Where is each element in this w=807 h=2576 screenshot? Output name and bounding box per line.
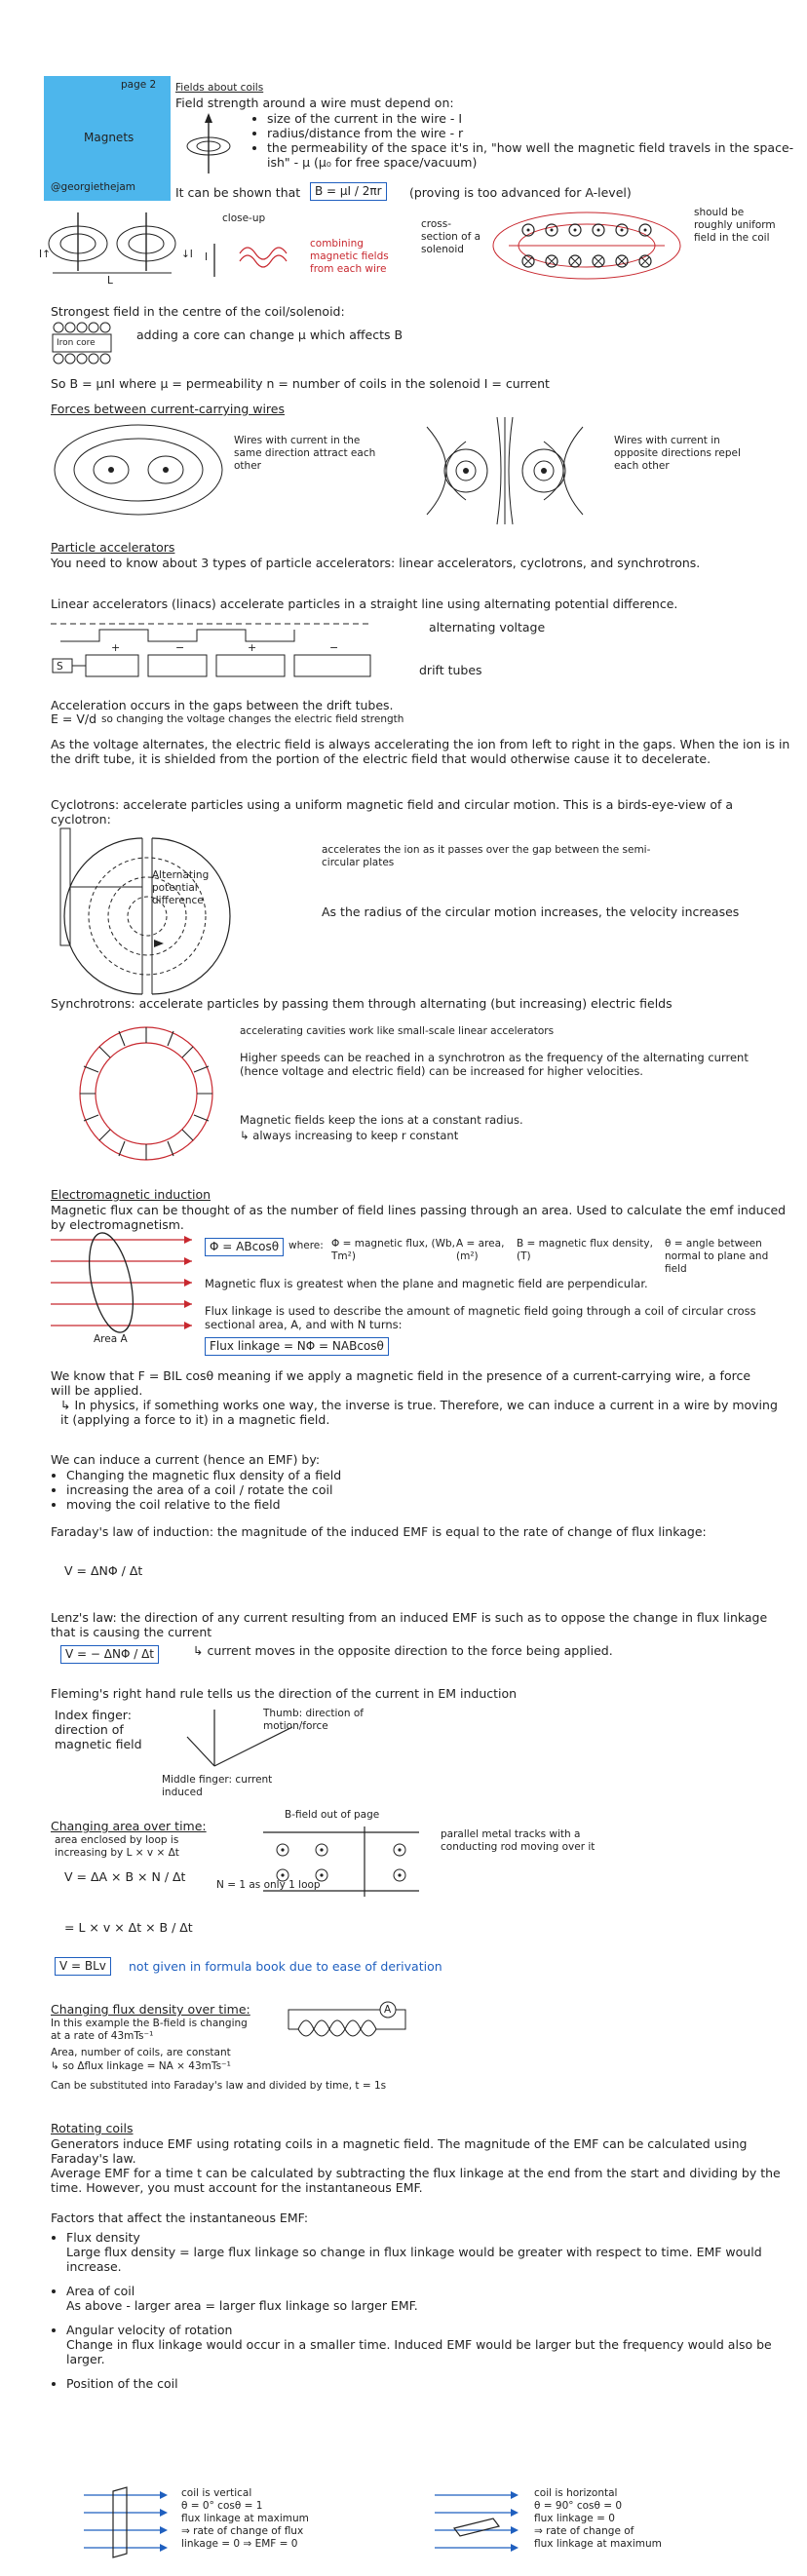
fields-bullets [251, 111, 807, 170]
faraday-text: Faraday's law of induction: the magnitude of the induced EMF is equal to the rate of change of flux linkage: [51, 1524, 707, 1539]
alt-pd-label: Alternating potential difference [152, 869, 210, 906]
i-left: I↑ [39, 249, 51, 260]
forces-heading: Forces between current-carrying wires [51, 402, 285, 416]
linac-diagram [51, 612, 372, 690]
solenoid-cross-section [489, 209, 684, 283]
lenz-note: ↳ current moves in the opposite direction to the force being applied. [193, 1643, 613, 1658]
inverse-text: ↳ In physics, if something works one way, the inverse is true. Therefore, we can induce a current in a wire by moving it (applying a force to it) in a magnetic field. [60, 1398, 778, 1427]
induce-ways [51, 1468, 749, 1512]
cover-title: Magnets [84, 131, 134, 144]
coil-vertical-diagram [84, 2485, 172, 2563]
horizontal-line: coil is horizontal [534, 2487, 618, 2499]
rotating-intro1: Generators induce EMF using rotating coils in a magnetic field. The magnitude of the EMF can be calculated using Faraday's law. [51, 2136, 748, 2166]
factor-title: Position of the coil [66, 2376, 178, 2391]
vertical-line: linkage = 0 ⇒ EMF = 0 [181, 2538, 298, 2550]
linear-text: Linear accelerators (linacs) accelerate particles in a straight line using alternating potential difference. [51, 596, 678, 611]
middle-label: Middle finger: current induced [162, 1774, 273, 1798]
increase-text: ↳ always increasing to keep r constant [240, 1129, 459, 1142]
blv-note: not given in formula book due to ease of derivation [129, 1959, 442, 1974]
flux-area-diagram [51, 1230, 197, 1347]
factor-item [66, 2284, 797, 2313]
thumb-label: Thumb: direction of motion/force [263, 1708, 364, 1732]
fields-heading: Fields about coils [175, 82, 264, 94]
i-label: I [205, 251, 209, 263]
alt-voltage-label: alternating voltage [429, 620, 546, 634]
factor-item [66, 2323, 797, 2366]
area-label: Area A [94, 1333, 128, 1345]
attract-diagram [51, 421, 226, 519]
blv-result: V = BLv [55, 1957, 111, 1976]
linkage-formula: Flux linkage = NΦ = NABcosθ [205, 1337, 389, 1356]
accel-gap-label: accelerates the ion as it passes over the gap between the semi-circular plates [322, 844, 651, 868]
i-right: ↓I [181, 249, 193, 260]
factors-list [51, 2230, 797, 2391]
core-text: adding a core can change μ which affects B [136, 327, 404, 342]
rail-diagram [263, 1823, 419, 1901]
source-label: S [57, 661, 63, 673]
synchrotron-diagram [58, 1021, 234, 1168]
wire-field-sketch [179, 115, 238, 173]
flux-formula: Φ = ABcosθ [205, 1238, 284, 1256]
closeup-label: close-up [222, 212, 266, 224]
svg-text:−: − [329, 641, 339, 654]
index-label: Index finger: direction of magnetic field [55, 1708, 142, 1751]
fleming-text: Fleming's right hand rule tells us the direction of the current in EM induction [51, 1686, 518, 1701]
vertical-text [181, 2487, 366, 2551]
gap-text: Acceleration occurs in the gaps between the drift tubes. [51, 698, 394, 712]
cross-label: cross-section of a solenoid [421, 218, 481, 255]
keep-text: Magnetic fields keep the ions at a constant radius. [240, 1113, 523, 1127]
cover-handle: @georgiethejam [51, 181, 136, 193]
flux-time-l3: ↳ so Δflux linkage = NA × 43mTs⁻¹ [51, 2060, 231, 2072]
alternates-text: As the voltage alternates, the electric field is always accelerating the ion from left to right in the gaps. When the ion is in the drift tube, it is shielded from the portion of the electric field that would otherwise cause it to decelerate. [51, 737, 790, 766]
lenz-text: Lenz's law: the direction of any current resulting from an induced EMF is such as to oppose the change in flux linkage that is causing the current [51, 1610, 768, 1639]
b-def: B = magnetic flux density, (T) [517, 1238, 653, 1262]
factor-body: As above - larger area = larger flux linkage so larger EMF. [66, 2298, 418, 2313]
fields-bullet: • size of the current in the wire - I [267, 111, 807, 126]
attract-label: Wires with current in the same direction attract each other [234, 435, 376, 472]
fields-intro: Field strength around a wire must depend on: [175, 96, 454, 110]
where-label: where: [288, 1240, 324, 1251]
flux-time-l1: In this example the B-field is changing at a rate of 43mTs⁻¹ [51, 2018, 248, 2042]
n1-label: N = 1 as only 1 loop [216, 1879, 321, 1891]
horizontal-text [534, 2487, 739, 2551]
factor-title: Flux density [66, 2230, 140, 2245]
theta-def: θ = angle between normal to plane and field [665, 1238, 769, 1275]
shown-post: (proving is too advanced for A-level) [409, 185, 632, 200]
horizontal-line: ⇒ rate of change of [534, 2525, 634, 2537]
page-label: page 2 [121, 79, 157, 91]
cyclotron-diagram [55, 828, 240, 1004]
radius-text: As the radius of the circular motion increases, the velocity increases [322, 904, 740, 919]
lenz-formula: V = − ΔNΦ / Δt [60, 1645, 159, 1664]
force-text: We know that F = BIL cosθ meaning if we apply a magnetic field in the presence of a current-carrying wire, a force will be applied. [51, 1368, 751, 1398]
can-induce-text: We can induce a current (hence an EMF) by: [51, 1452, 321, 1467]
combining-label: combining magnetic fields from each wire [310, 238, 389, 275]
coil-horizontal-diagram [435, 2485, 522, 2563]
phi-def: Φ = magnetic flux, (Wb, Tm²) [331, 1238, 455, 1262]
meter-label: A [384, 2004, 392, 2016]
factor-item [66, 2376, 797, 2391]
rotating-intro2: Average EMF for a time t can be calculated by subtracting the flux linkage at the end from the start and dividing by the time. However, you must account for the instantaneous EMF. [51, 2166, 781, 2195]
l-label: L [107, 275, 113, 287]
area-heading: Changing area over time: [51, 1819, 207, 1833]
accelerators-intro: You need to know about 3 types of particle accelerators: linear accelerators, cyclotrons, and synchrotrons. [51, 556, 701, 570]
tracks-label: parallel metal tracks with a conducting rod moving over it [441, 1828, 596, 1853]
svg-text:+: + [111, 641, 121, 654]
induction-heading: Electromagnetic induction [51, 1187, 211, 1202]
factor-title: Angular velocity of rotation [66, 2323, 233, 2337]
greatest-text: Magnetic flux is greatest when the plane and magnetic field are perpendicular. [205, 1277, 648, 1290]
area-formula1: V = ΔA × B × N / Δt [64, 1869, 186, 1884]
efield-note: so changing the voltage changes the electric field strength [101, 713, 404, 725]
flux-time-heading: Changing flux density over time: [51, 2002, 250, 2017]
fields-bullet: • the permeability of the space it's in, "how well the magnetic field travels in the space-ish" - μ (μ₀ for free space/vacuum) [267, 140, 807, 170]
vertical-line: coil is vertical [181, 2487, 252, 2499]
horizontal-line: θ = 90° cosθ = 0 [534, 2500, 623, 2512]
accelerators-heading: Particle accelerators [51, 540, 175, 555]
factor-item [66, 2230, 797, 2274]
flux-time-l2: Area, number of coils, are constant [51, 2047, 231, 2058]
area-formula2: = L × v × Δt × B / Δt [64, 1920, 193, 1935]
fields-bullet: • radius/distance from the wire - r [267, 126, 807, 140]
synchrotron-text: Synchrotrons: accelerate particles by passing them through alternating (but increasing) electric fields [51, 996, 672, 1011]
svg-text:−: − [175, 641, 185, 654]
strongest-text: Strongest field in the centre of the coil/solenoid: [51, 304, 345, 319]
induce-way: • increasing the area of a coil / rotate the coil [66, 1482, 749, 1497]
vertical-line: ⇒ rate of change of flux [181, 2525, 304, 2537]
factor-title: Area of coil [66, 2284, 135, 2298]
b-formula: B = μI / 2πr [310, 182, 387, 201]
coil-meter-diagram [288, 2000, 415, 2049]
cavities-label: accelerating cavities work like small-scale linear accelerators [240, 1025, 555, 1037]
vertical-line: flux linkage at maximum [181, 2513, 309, 2524]
rotating-heading: Rotating coils [51, 2121, 134, 2135]
factor-body: Change in flux linkage would occur in a smaller time. Induced EMF would be larger but the frequency would also be larger. [66, 2337, 772, 2366]
faraday-formula: V = ΔNΦ / Δt [64, 1563, 143, 1578]
induce-way: • Changing the magnetic flux density of a field [66, 1468, 749, 1482]
repel-diagram [407, 417, 602, 524]
two-wire-diagram [39, 212, 224, 281]
uniform-label: should be roughly uniform field in the coil [694, 207, 776, 244]
factors-text: Factors that affect the instantaneous EMF: [51, 2211, 309, 2225]
linkage-intro: Flux linkage is used to describe the amount of magnetic field going through a coil of circular cross sectional area, A, and with N turns: [205, 1304, 756, 1331]
svg-text:+: + [248, 641, 257, 654]
a-def: A = area, (m²) [456, 1238, 505, 1262]
higher-text: Higher speeds can be reached in a synchrotron as the frequency of the alternating current (hence voltage and electric field) can be increased for higher velocities. [240, 1051, 749, 1078]
shown-pre: It can be shown that [175, 185, 301, 200]
area-desc: area enclosed by loop is increasing by L × v × Δt [55, 1834, 179, 1859]
solenoid-formula: So B = μnI where μ = permeability n = number of coils in the solenoid I = current [51, 376, 550, 391]
induce-way: • moving the coil relative to the field [66, 1497, 749, 1512]
drift-tubes-label: drift tubes [419, 663, 482, 677]
cyclotron-text: Cyclotrons: accelerate particles using a uniform magnetic field and circular motion. This is a birds-eye-view of a cyclotron: [51, 797, 733, 827]
horizontal-line: flux linkage at maximum [534, 2538, 662, 2550]
vertical-line: θ = 0° cosθ = 1 [181, 2500, 263, 2512]
factor-body: Large flux density = large flux linkage so change in flux linkage would be greater with respect to time. EMF would increase. [66, 2245, 762, 2274]
repel-label: Wires with current in opposite directions repel each other [614, 435, 741, 472]
horizontal-line: flux linkage = 0 [534, 2513, 615, 2524]
core-label: Iron core [57, 338, 96, 348]
flux-intro: Magnetic flux can be thought of as the number of field lines passing through an area. Used to calculate the emf induced by electromagnetism. [51, 1203, 787, 1232]
closeup-sketch [201, 226, 298, 285]
flux-time-l4: Can be substituted into Faraday's law and divided by time, t = 1s [51, 2080, 387, 2092]
efield-formula: E = V/d [51, 711, 97, 726]
bfield-label: B-field out of page [285, 1809, 380, 1821]
